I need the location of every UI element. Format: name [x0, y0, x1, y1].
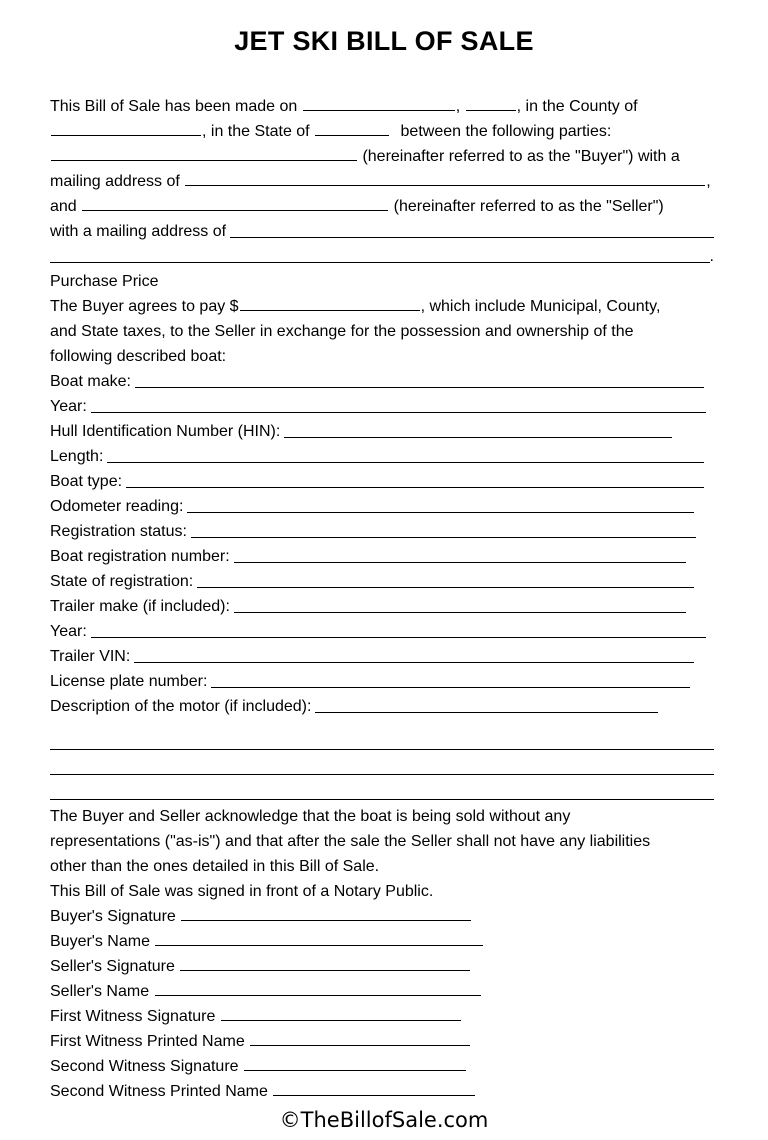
- intro-line-3: [50, 144, 722, 169]
- document-title: JET SKI BILL OF SALE: [234, 26, 534, 56]
- boat-make-label: Boat make:: [50, 373, 131, 390]
- trailer-year-label: Year:: [50, 623, 87, 640]
- length-label: Length:: [50, 448, 104, 465]
- odometer-field: [50, 494, 714, 519]
- boat-type-blank[interactable]: [126, 487, 704, 488]
- hin-field: [50, 419, 714, 444]
- seller-address-blank-2[interactable]: [50, 262, 710, 263]
- motor-description-line-4[interactable]: [50, 775, 714, 800]
- seller-signature-blank[interactable]: [180, 954, 470, 971]
- copyright-footer: ©TheBillofSale.com: [279, 1108, 489, 1132]
- license-plate-blank[interactable]: [211, 687, 690, 688]
- buyer-name-label: Buyer's Name: [50, 933, 150, 950]
- and-text: and: [50, 198, 77, 215]
- boat-year-label: Year:: [50, 398, 87, 415]
- motor-description-blank[interactable]: [315, 712, 658, 713]
- county-blank[interactable]: [51, 119, 201, 136]
- buyer-signature-label: Buyer's Signature: [50, 908, 176, 925]
- first-witness-signature-label: First Witness Signature: [50, 1008, 216, 1025]
- trailer-vin-field: [50, 644, 714, 669]
- first-witness-name-label: First Witness Printed Name: [50, 1033, 245, 1050]
- buyer-printed-name-blank[interactable]: [155, 929, 483, 946]
- purchase-line-3: following described boat:: [50, 348, 227, 365]
- seller-mailing-label: with a mailing address of: [50, 223, 227, 240]
- seller-ref-text: (hereinafter referred to as the "Seller"): [393, 198, 664, 215]
- first-witness-name-field: [50, 1029, 722, 1054]
- state-registration-blank[interactable]: [197, 587, 694, 588]
- intro-line-2: [50, 119, 722, 144]
- intro-state-text: , in the State of: [202, 123, 310, 140]
- length-field: [50, 444, 714, 469]
- registration-number-label: Boat registration number:: [50, 548, 230, 565]
- registration-status-label: Registration status:: [50, 523, 187, 540]
- seller-printed-name-blank[interactable]: [155, 979, 481, 996]
- second-witness-signature-blank[interactable]: [244, 1054, 466, 1071]
- buyer-name-blank[interactable]: [51, 144, 357, 161]
- seller-signature-field: [50, 954, 722, 979]
- second-witness-name-label: Second Witness Printed Name: [50, 1083, 268, 1100]
- boat-type-label: Boat type:: [50, 473, 123, 490]
- price-blank[interactable]: [240, 294, 420, 311]
- buyer-ref-text: (hereinafter referred to as the "Buyer") with a: [362, 148, 680, 165]
- first-witness-signature-field: [50, 1004, 722, 1029]
- ack-line-1: The Buyer and Seller acknowledge that the boat is being sold without any: [50, 808, 571, 825]
- registration-number-field: [50, 544, 714, 569]
- length-blank[interactable]: [107, 462, 704, 463]
- second-witness-name-field: [50, 1079, 722, 1104]
- seller-name-field: [50, 979, 722, 1004]
- trailer-year-blank[interactable]: [91, 637, 706, 638]
- purchase-pay-text: The Buyer agrees to pay $: [50, 298, 239, 315]
- boat-make-blank[interactable]: [135, 387, 704, 388]
- trailer-make-label: Trailer make (if included):: [50, 598, 230, 615]
- state-registration-label: State of registration:: [50, 573, 194, 590]
- seller-address-continued: [50, 244, 714, 269]
- seller-signature-label: Seller's Signature: [50, 958, 175, 975]
- hin-blank[interactable]: [284, 437, 672, 438]
- boat-make-field: [50, 369, 714, 394]
- registration-status-blank[interactable]: [191, 537, 696, 538]
- ack-line-3: other than the ones detailed in this Bill of Sale.: [50, 858, 380, 875]
- trailer-vin-blank[interactable]: [134, 662, 694, 663]
- buyer-address-comma: ,: [706, 173, 711, 190]
- boat-year-blank[interactable]: [91, 412, 706, 413]
- trailer-make-field: [50, 594, 714, 619]
- intro-parties-text: between the following parties:: [400, 123, 612, 140]
- trailer-make-blank[interactable]: [234, 612, 686, 613]
- motor-description-label: Description of the motor (if included):: [50, 698, 312, 715]
- state-blank[interactable]: [315, 119, 389, 136]
- motor-description-line-2[interactable]: [50, 719, 714, 750]
- second-witness-signature-label: Second Witness Signature: [50, 1058, 239, 1075]
- registration-number-blank[interactable]: [234, 562, 686, 563]
- buyer-signature-blank[interactable]: [181, 904, 471, 921]
- document-body: [50, 94, 722, 1104]
- hin-label: Hull Identification Number (HIN):: [50, 423, 281, 440]
- intro-line-1: [50, 94, 722, 119]
- purchase-line-2: and State taxes, to the Seller in exchange for the possession and ownership of the: [50, 323, 634, 340]
- license-plate-field: [50, 669, 714, 694]
- address-end-dot: .: [709, 248, 714, 265]
- second-witness-name-blank[interactable]: [273, 1079, 475, 1096]
- seller-address-blank[interactable]: [230, 237, 714, 238]
- seller-address-field: [50, 219, 714, 244]
- first-witness-signature-blank[interactable]: [221, 1004, 461, 1021]
- buyer-name-field: [50, 929, 722, 954]
- buyer-mailing-label: mailing address of: [50, 173, 180, 190]
- ack-line-4: This Bill of Sale was signed in front of a Notary Public.: [50, 883, 434, 900]
- registration-status-field: [50, 519, 714, 544]
- buyer-signature-field: [50, 904, 722, 929]
- purchase-line-1: [50, 294, 722, 319]
- odometer-blank[interactable]: [187, 512, 694, 513]
- year-blank[interactable]: [466, 94, 516, 111]
- boat-type-field: [50, 469, 714, 494]
- state-registration-field: [50, 569, 714, 594]
- intro-line-4: [50, 169, 722, 194]
- second-witness-signature-field: [50, 1054, 722, 1079]
- first-witness-name-blank[interactable]: [250, 1029, 470, 1046]
- ack-line-2: representations ("as-is") and that after the sale the Seller shall not have any liabilities: [50, 833, 651, 850]
- purchase-heading: Purchase Price: [50, 273, 159, 290]
- boat-year-field: [50, 394, 714, 419]
- buyer-address-blank[interactable]: [185, 169, 705, 186]
- motor-description-line-3[interactable]: [50, 750, 714, 775]
- intro-line-5: [50, 194, 722, 219]
- odometer-label: Odometer reading:: [50, 498, 184, 515]
- motor-description-field: [50, 694, 714, 719]
- intro-text-made-on: This Bill of Sale has been made on: [50, 98, 298, 115]
- purchase-taxes-text: , which include Municipal, County,: [420, 298, 661, 315]
- seller-name-blank[interactable]: [82, 194, 388, 211]
- trailer-vin-label: Trailer VIN:: [50, 648, 131, 665]
- intro-comma: ,: [455, 98, 461, 115]
- trailer-year-field: [50, 619, 714, 644]
- date-blank[interactable]: [303, 94, 455, 111]
- seller-name-label: Seller's Name: [50, 983, 150, 1000]
- license-plate-label: License plate number:: [50, 673, 208, 690]
- intro-county-text: , in the County of: [516, 98, 638, 115]
